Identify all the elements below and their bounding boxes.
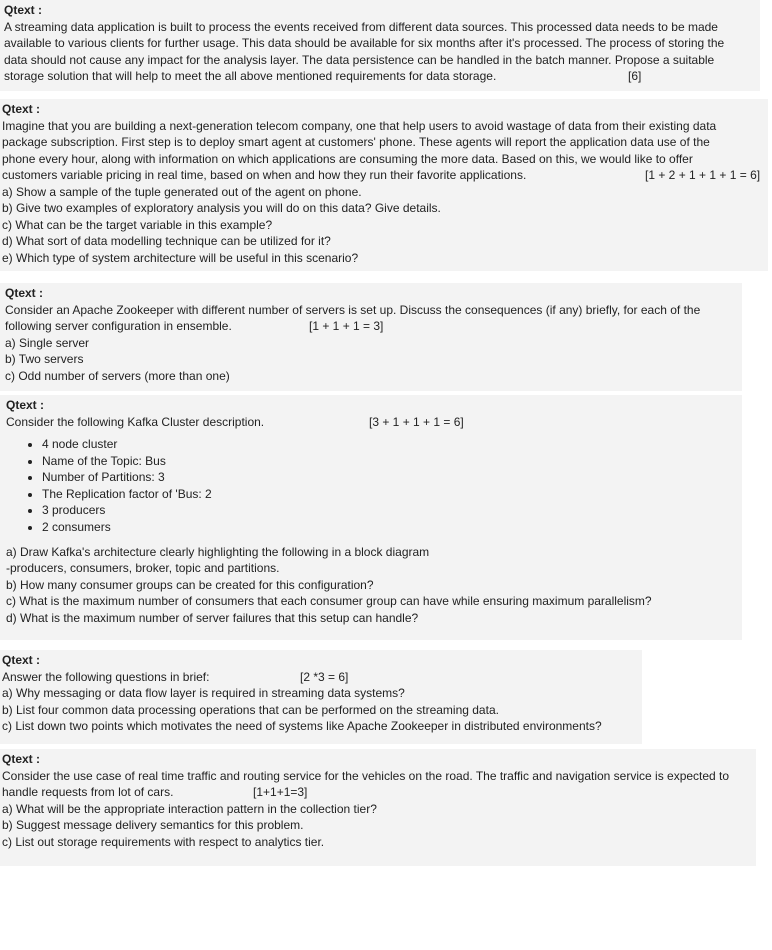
question-3-part-b: b) Two servers bbox=[5, 352, 84, 366]
question-4 bbox=[0, 395, 742, 640]
question-3-label: Qtext : bbox=[5, 286, 44, 300]
question-2-line-1: Imagine that you are building a next-generation telecom company, one that help users to avoid wastage of data from their existing data bbox=[2, 118, 717, 133]
question-1-line-1: A streaming data application is built to process the events received from different data sources. This processed data needs to be made bbox=[4, 19, 718, 34]
question-6-label: Qtext : bbox=[2, 752, 41, 766]
bullet-item: • 3 producers bbox=[42, 502, 738, 519]
question-5-part-b: b) List four common data processing operations that can be performed on the streaming data. bbox=[2, 702, 499, 717]
question-2-part-c: c) What can be the target variable in this example? bbox=[2, 217, 273, 232]
question-4-label: Qtext : bbox=[6, 398, 45, 412]
question-3-line-2: following server configuration in ensemble. bbox=[5, 319, 232, 333]
question-4-part-d: d) What is the maximum number of server failures that this setup can handle? bbox=[6, 610, 419, 625]
question-3-marks: [1 + 1 + 1 = 3] bbox=[309, 319, 384, 333]
kafka-cluster-bullets bbox=[6, 436, 738, 536]
question-3-line-1: Consider an Apache Zookeeper with different number of servers is set up. Discuss the consequences (if any) briefly, for each of the bbox=[5, 302, 701, 317]
question-2-part-e: e) Which type of system architecture will be useful in this scenario? bbox=[2, 250, 359, 265]
question-2-line-3: phone every hour, along with information on which applications are consuming the more data. Based on this, we would like to offer bbox=[2, 151, 693, 166]
question-6-line-2: handle requests from lot of cars. bbox=[2, 785, 174, 799]
question-5-marks: [2 *3 = 6] bbox=[300, 670, 349, 684]
question-1 bbox=[0, 0, 760, 91]
question-2 bbox=[0, 99, 768, 271]
bullet-item: • The Replication factor of 'Bus: 2 bbox=[42, 486, 738, 503]
question-5-label: Qtext : bbox=[2, 653, 41, 667]
question-2-part-d: d) What sort of data modelling technique can be utilized for it? bbox=[2, 234, 331, 248]
question-2-line-2: package subscription. First step is to deploy smart agent at customers' phone. These agents will report the application data use of the bbox=[2, 135, 710, 149]
question-1-line-2: available to various clients for further usage. This data should be available for six months after it's processed. The process of storing the bbox=[4, 36, 725, 50]
question-4-line-1: Consider the following Kafka Cluster description. bbox=[6, 414, 265, 429]
question-1-line-3: data should not cause any impact for the analysis layer. The data persistence can be handled in the batch manner. Propose a suitable bbox=[4, 52, 715, 67]
question-1-label: Qtext : bbox=[4, 3, 43, 17]
question-3 bbox=[0, 283, 742, 391]
question-3-part-a: a) Single server bbox=[5, 335, 90, 350]
question-2-line-4: customers variable pricing in real time, based on when and how they run their favorite applications. bbox=[2, 168, 527, 182]
question-6-part-b: b) Suggest message delivery semantics for this problem. bbox=[2, 818, 304, 832]
question-4-part-a-cont: -producers, consumers, broker, topic and partitions. bbox=[6, 561, 280, 576]
question-2-part-b: b) Give two examples of exploratory analysis you will do on this data? Give details. bbox=[2, 201, 441, 215]
question-1-line-4: storage solution that will help to meet the all above mentioned requirements for data storage. bbox=[4, 69, 497, 83]
question-5 bbox=[0, 650, 642, 744]
question-6 bbox=[0, 749, 756, 866]
question-5-part-c: c) List down two points which motivates the need of systems like Apache Zookeeper in distributed environments? bbox=[2, 719, 602, 733]
question-2-marks: [1 + 2 + 1 + 1 + 1 = 6] bbox=[645, 168, 761, 182]
question-6-marks: [1+1+1=3] bbox=[253, 785, 308, 799]
question-4-marks: [3 + 1 + 1 + 1 = 6] bbox=[369, 415, 464, 429]
question-2-label: Qtext : bbox=[2, 102, 41, 116]
question-4-part-c: c) What is the maximum number of consumers that each consumer group can have while ensuring maximum parallelism? bbox=[6, 594, 652, 609]
question-4-part-b: b) How many consumer groups can be created for this configuration? bbox=[6, 577, 374, 592]
question-5-part-a: a) Why messaging or data flow layer is required in streaming data systems? bbox=[2, 686, 405, 700]
bullet-item: • 2 consumers bbox=[42, 519, 738, 536]
question-6-part-a: a) What will be the appropriate interaction pattern in the collection tier? bbox=[2, 801, 377, 816]
question-1-marks: [6] bbox=[628, 69, 642, 83]
question-5-line-1: Answer the following questions in brief: bbox=[2, 669, 210, 684]
question-6-line-1: Consider the use case of real time traffic and routing service for the vehicles on the road. The traffic and navigation service is expected to bbox=[2, 768, 730, 783]
question-4-part-a: a) Draw Kafka's architecture clearly highlighting the following in a block diagram bbox=[6, 544, 430, 559]
question-2-part-a: a) Show a sample of the tuple generated out of the agent on phone. bbox=[2, 184, 362, 199]
question-6-part-c: c) List out storage requirements with respect to analytics tier. bbox=[2, 834, 325, 849]
question-3-part-c: c) Odd number of servers (more than one) bbox=[5, 368, 230, 383]
bullet-item: • 4 node cluster bbox=[42, 436, 738, 453]
bullet-item: • Number of Partitions: 3 bbox=[42, 469, 738, 486]
bullet-item: • Name of the Topic: Bus bbox=[42, 453, 738, 470]
